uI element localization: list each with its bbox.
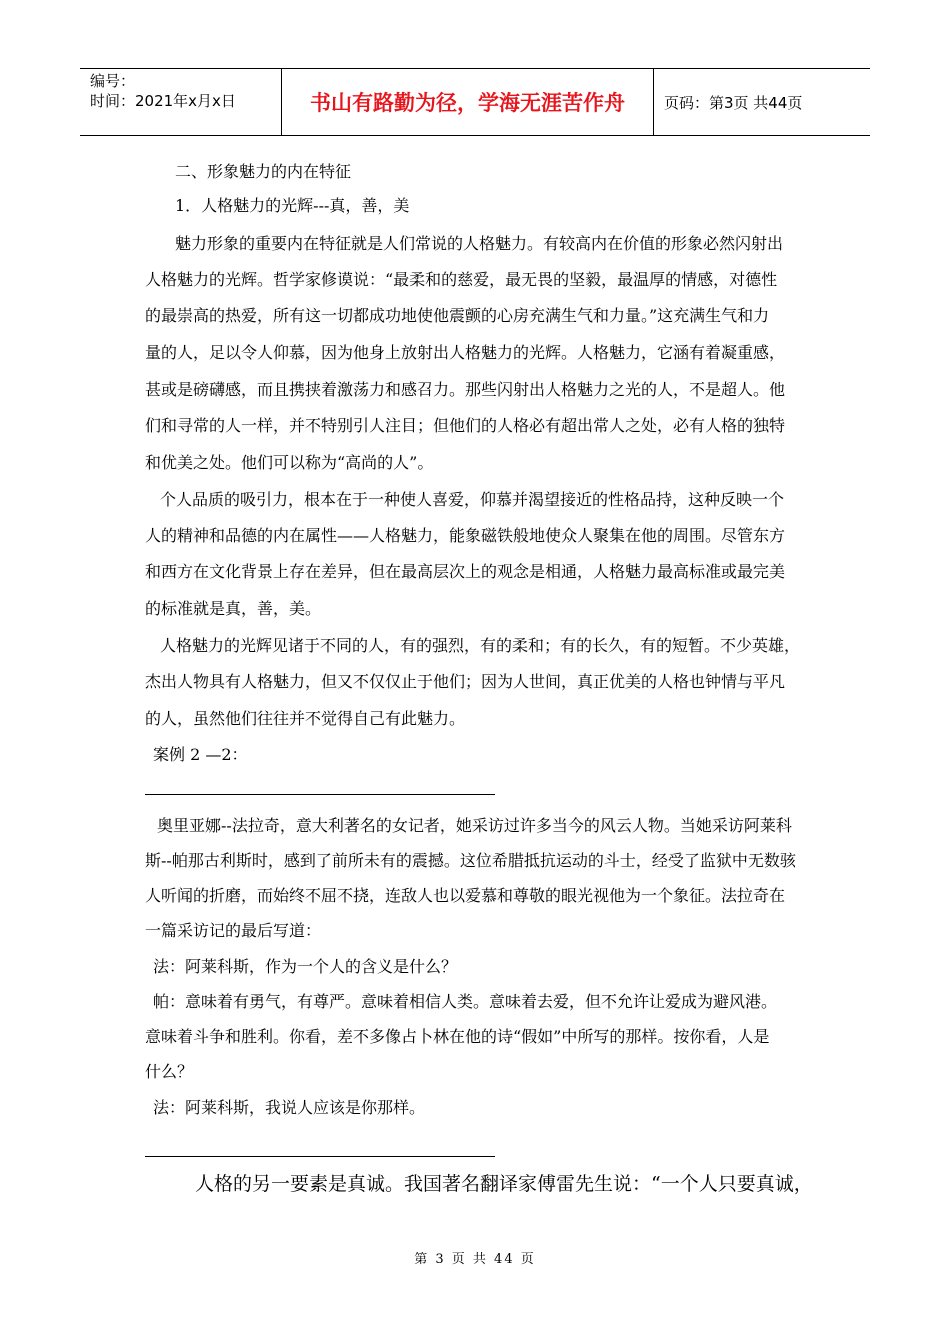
paragraph-line: 的标准就是真，善，美。 — [145, 599, 322, 618]
subsection-heading: 1．人格魅力的光辉---真，善，美 — [175, 196, 410, 215]
paragraph-line: 人的精神和品德的内在属性——人格魅力，能象磁铁般地使众人聚集在他的周围。尽管东方 — [145, 526, 786, 545]
paragraph-line: 人格魅力的光辉见诸于不同的人，有的强烈，有的柔和；有的长久，有的短暂。不少英雄， — [160, 636, 801, 655]
paragraph-line: 人格魅力的光辉。哲学家修谟说：“最柔和的慈爱，最无畏的坚毅，最温厚的情感，对德性 — [145, 270, 778, 289]
header-motto-cell — [282, 69, 654, 135]
paragraph-line: 和优美之处。他们可以称为“高尚的人”。 — [145, 453, 434, 472]
case-text-line: 奥里亚娜--法拉奇，意大利著名的女记者，她采访过许多当今的风云人物。当她采访阿莱科 — [157, 816, 792, 835]
paragraph-line: 的最崇高的热爱，所有这一切都成功地使他震颤的心房充满生气和力量。”这充满生气和力 — [145, 306, 770, 325]
case-text-line: 一篇采访记的最后写道： — [145, 921, 322, 940]
dialogue-line: 什么？ — [145, 1062, 194, 1081]
dialogue-line: 意味着斗争和胜利。你看，差不多像占卜林在他的诗“假如”中所写的那样。按你看，人是 — [145, 1027, 770, 1046]
header-page-info: 页码：第3页 共44页 — [664, 93, 803, 112]
document-number-label: 编号： — [90, 72, 136, 90]
dialogue-line: 帕：意味着有勇气，有尊严。意味着相信人类。意味着去爱，但不允许让爱成为避风港。 — [153, 992, 778, 1011]
header-table — [80, 68, 870, 136]
case-bottom-rule — [145, 1156, 495, 1157]
paragraph-line: 和西方在文化背景上存在差异，但在最高层次上的观念是相通，人格魅力最高标准或最完美 — [145, 562, 786, 581]
page-footer: 第 3 页 共 44 页 — [414, 1252, 536, 1267]
dialogue-line: 法：阿莱科斯，我说人应该是你那样。 — [153, 1098, 426, 1117]
paragraph-line: 量的人，足以令人仰慕，因为他身上放射出人格魅力的光辉。人格魅力，它涵有着凝重感， — [145, 343, 786, 362]
paragraph-line: 杰出人物具有人格魅力，但又不仅仅止于他们；因为人世间，真正优美的人格也钟情与平凡 — [145, 672, 786, 691]
case-text-line: 人听闻的折磨，而始终不屈不挠，连敌人也以爱慕和尊敬的眼光视他为一个象征。法拉奇在 — [145, 886, 786, 905]
paragraph-line: 甚或是磅礴感，而且携挟着激荡力和感召力。那些闪射出人格魅力之光的人，不是超人。他 — [145, 380, 786, 399]
dialogue-line: 法：阿莱科斯，作为一个人的含义是什么？ — [153, 957, 458, 976]
case-label: 案例 2 —2： — [153, 745, 248, 764]
case-text-line: 斯--帕那古利斯时，感到了前所未有的震撼。这位希腊抵抗运动的斗士，经受了监狱中无数骇 — [145, 851, 796, 870]
closing-paragraph-line: 人格的另一要素是真诚。我国著名翻译家傅雷先生说：“一个人只要真诚， — [195, 1173, 813, 1195]
case-top-rule — [145, 794, 495, 795]
paragraph-line: 魅力形象的重要内在特征就是人们常说的人格魅力。有较高内在价值的形象必然闪射出 — [175, 234, 784, 253]
paragraph-line: 的人，虽然他们往往并不觉得自己有此魅力。 — [145, 709, 466, 728]
header-meta-cell — [80, 69, 282, 135]
section-heading: 二、形象魅力的内在特征 — [175, 162, 352, 181]
paragraph-line: 们和寻常的人一样，并不特别引人注目；但他们的人格必有超出常人之处，必有人格的独特 — [145, 416, 786, 435]
header-motto: 书山有路勤为径，学海无涯苦作舟 — [310, 91, 625, 115]
paragraph-line: 个人品质的吸引力，根本在于一种使人喜爱，仰慕并渴望接近的性格品持，这种反映一个 — [160, 490, 785, 509]
header-page-cell — [654, 69, 870, 135]
document-date-label: 时间：2021年x月x日 — [90, 92, 236, 110]
